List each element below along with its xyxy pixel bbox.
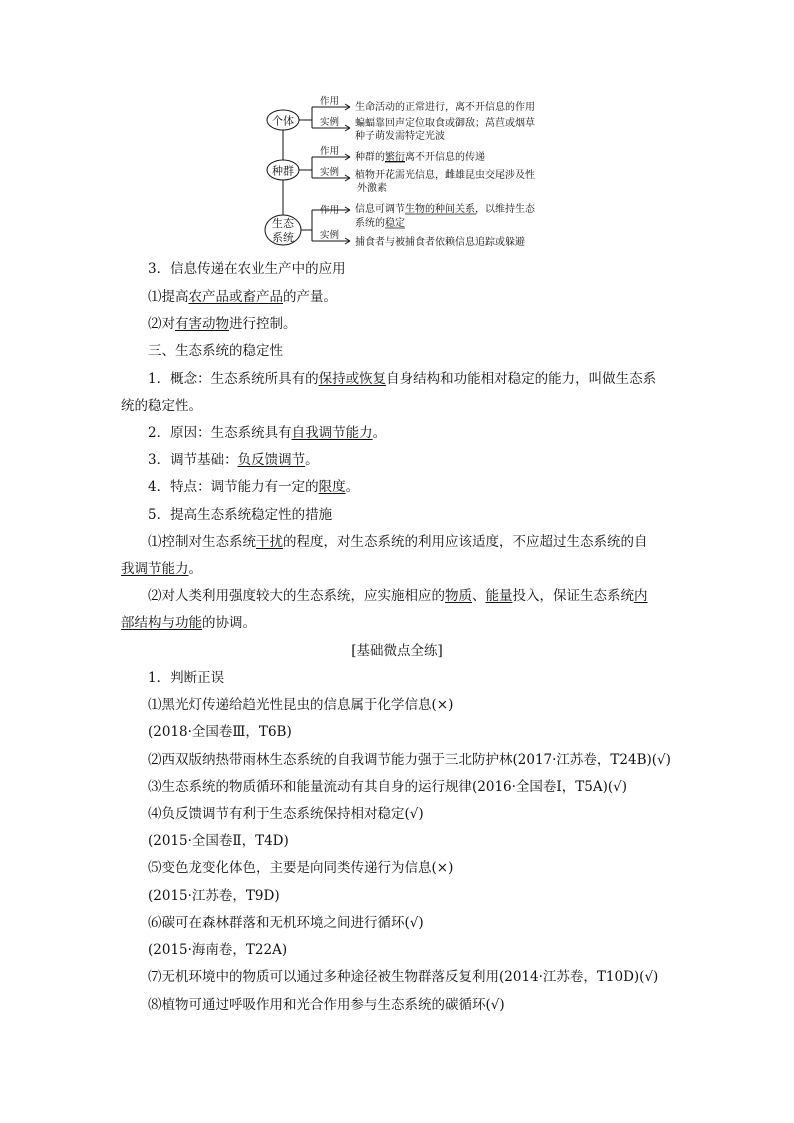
practice-item: ⑷负反馈调节有利于生态系统保持相对稳定(√) xyxy=(148,806,424,822)
population-role-text: 种群的繁衍离不开信息的传递 xyxy=(355,152,485,163)
practice-item: ⑹碳可在森林群落和无机环境之间进行循环(√) xyxy=(148,915,424,931)
practice-item-source: (2018·全国卷Ⅲ，T6B) xyxy=(148,724,292,740)
practice-item-source: (2015·海南卷，T22A) xyxy=(148,942,288,958)
feature-line: 4．特点：调节能力有一定的限度。 xyxy=(148,479,360,495)
concept-line-1: 1．概念：生态系统所具有的保持或恢复自身结构和功能相对稳定的能力，叫做生态系 xyxy=(148,371,657,387)
population-example-text-1: 植物开花需光信息，雌雄昆虫交尾涉及性 xyxy=(355,170,535,181)
practice-item-source: (2015·江苏卷，T9D) xyxy=(148,888,280,904)
concept-line-2: 统的稳定性。 xyxy=(121,398,202,414)
measure-2-line-1: ⑵对人类利用强度较大的生态系统，应实施相应的物质、能量投入，保证生态系统内 xyxy=(148,588,648,604)
ecosystem-example-text: 捕食者与被捕食者依赖信息追踪或躲避 xyxy=(355,237,525,248)
section-3-title: 3．信息传递在农业生产中的应用 xyxy=(148,261,346,277)
label-population-role: 作用 xyxy=(320,146,340,157)
practice-title: [基础微点全练] xyxy=(351,643,443,659)
part-3-title: 三、生态系统的稳定性 xyxy=(148,343,283,359)
measure-1-line-2: 我调节能力。 xyxy=(121,561,202,577)
population-example-text-2: 外激素 xyxy=(357,183,387,194)
concept-diagram xyxy=(0,0,794,260)
ecosystem-role-text-2: 系统的稳定 xyxy=(355,218,405,229)
measure-2-line-2: 部结构与功能的协调。 xyxy=(121,615,256,631)
practice-item: ⑸变色龙变化体色，主要是向同类传递行为信息(×) xyxy=(148,860,454,876)
question-title: 1．判断正误 xyxy=(148,670,225,686)
node-population-label: 种群 xyxy=(272,164,294,178)
practice-item: ⑻植物可通过呼吸作用和光合作用参与生态系统的碳循环(√) xyxy=(148,997,505,1013)
label-individual-example: 实例 xyxy=(320,117,340,128)
cause-line: 2．原因：生态系统具有自我调节能力。 xyxy=(148,425,387,441)
basis-line: 3．调节基础：负反馈调节。 xyxy=(148,452,319,468)
individual-example-text-2: 种子萌发需特定光波 xyxy=(355,131,445,142)
node-individual-label: 个体 xyxy=(272,114,294,128)
node-ecosystem-label-2: 系统 xyxy=(272,231,294,244)
measure-1-line-1: ⑴控制对生态系统干扰的程度，对生态系统的利用应该适度，不应超过生态系统的自 xyxy=(148,534,648,550)
ecosystem-role-text-1: 信息可调节生物的种间关系，以维持生态 xyxy=(355,204,535,215)
label-ecosystem-role: 作用 xyxy=(320,205,340,216)
measures-title: 5．提高生态系统稳定性的措施 xyxy=(148,507,333,523)
label-ecosystem-example: 实例 xyxy=(320,230,340,241)
practice-item: ⑶生态系统的物质循环和能量流动有其自身的运行规律(2016·全国卷Ⅰ，T5A)(√) xyxy=(148,779,627,795)
individual-role-text: 生命活动的正常进行，离不开信息的作用 xyxy=(355,102,535,113)
section-3-item-1: ⑴提高农产品或畜产品的产量。 xyxy=(148,289,337,305)
practice-item: ⑺无机环境中的物质可以通过多种途径被生物群落反复利用(2014·江苏卷，T10D)(√) xyxy=(148,969,659,985)
label-individual-role: 作用 xyxy=(320,96,340,107)
practice-item: ⑴黑光灯传递给趋光性昆虫的信息属于化学信息(×) xyxy=(148,697,454,713)
practice-item: ⑵西双版纳热带雨林生态系统的自我调节能力强于三北防护林(2017·江苏卷，T24B)(√) xyxy=(148,752,671,768)
node-ecosystem-label-1: 生态 xyxy=(272,217,294,230)
practice-item-source: (2015·全国卷Ⅱ，T4D) xyxy=(148,833,289,849)
individual-example-text-1: 蝙蝠靠回声定位取食或御敌；莴苣或烟草 xyxy=(355,118,535,129)
label-population-example: 实例 xyxy=(320,167,340,178)
section-3-item-2: ⑵对有害动物进行控制。 xyxy=(148,316,297,332)
